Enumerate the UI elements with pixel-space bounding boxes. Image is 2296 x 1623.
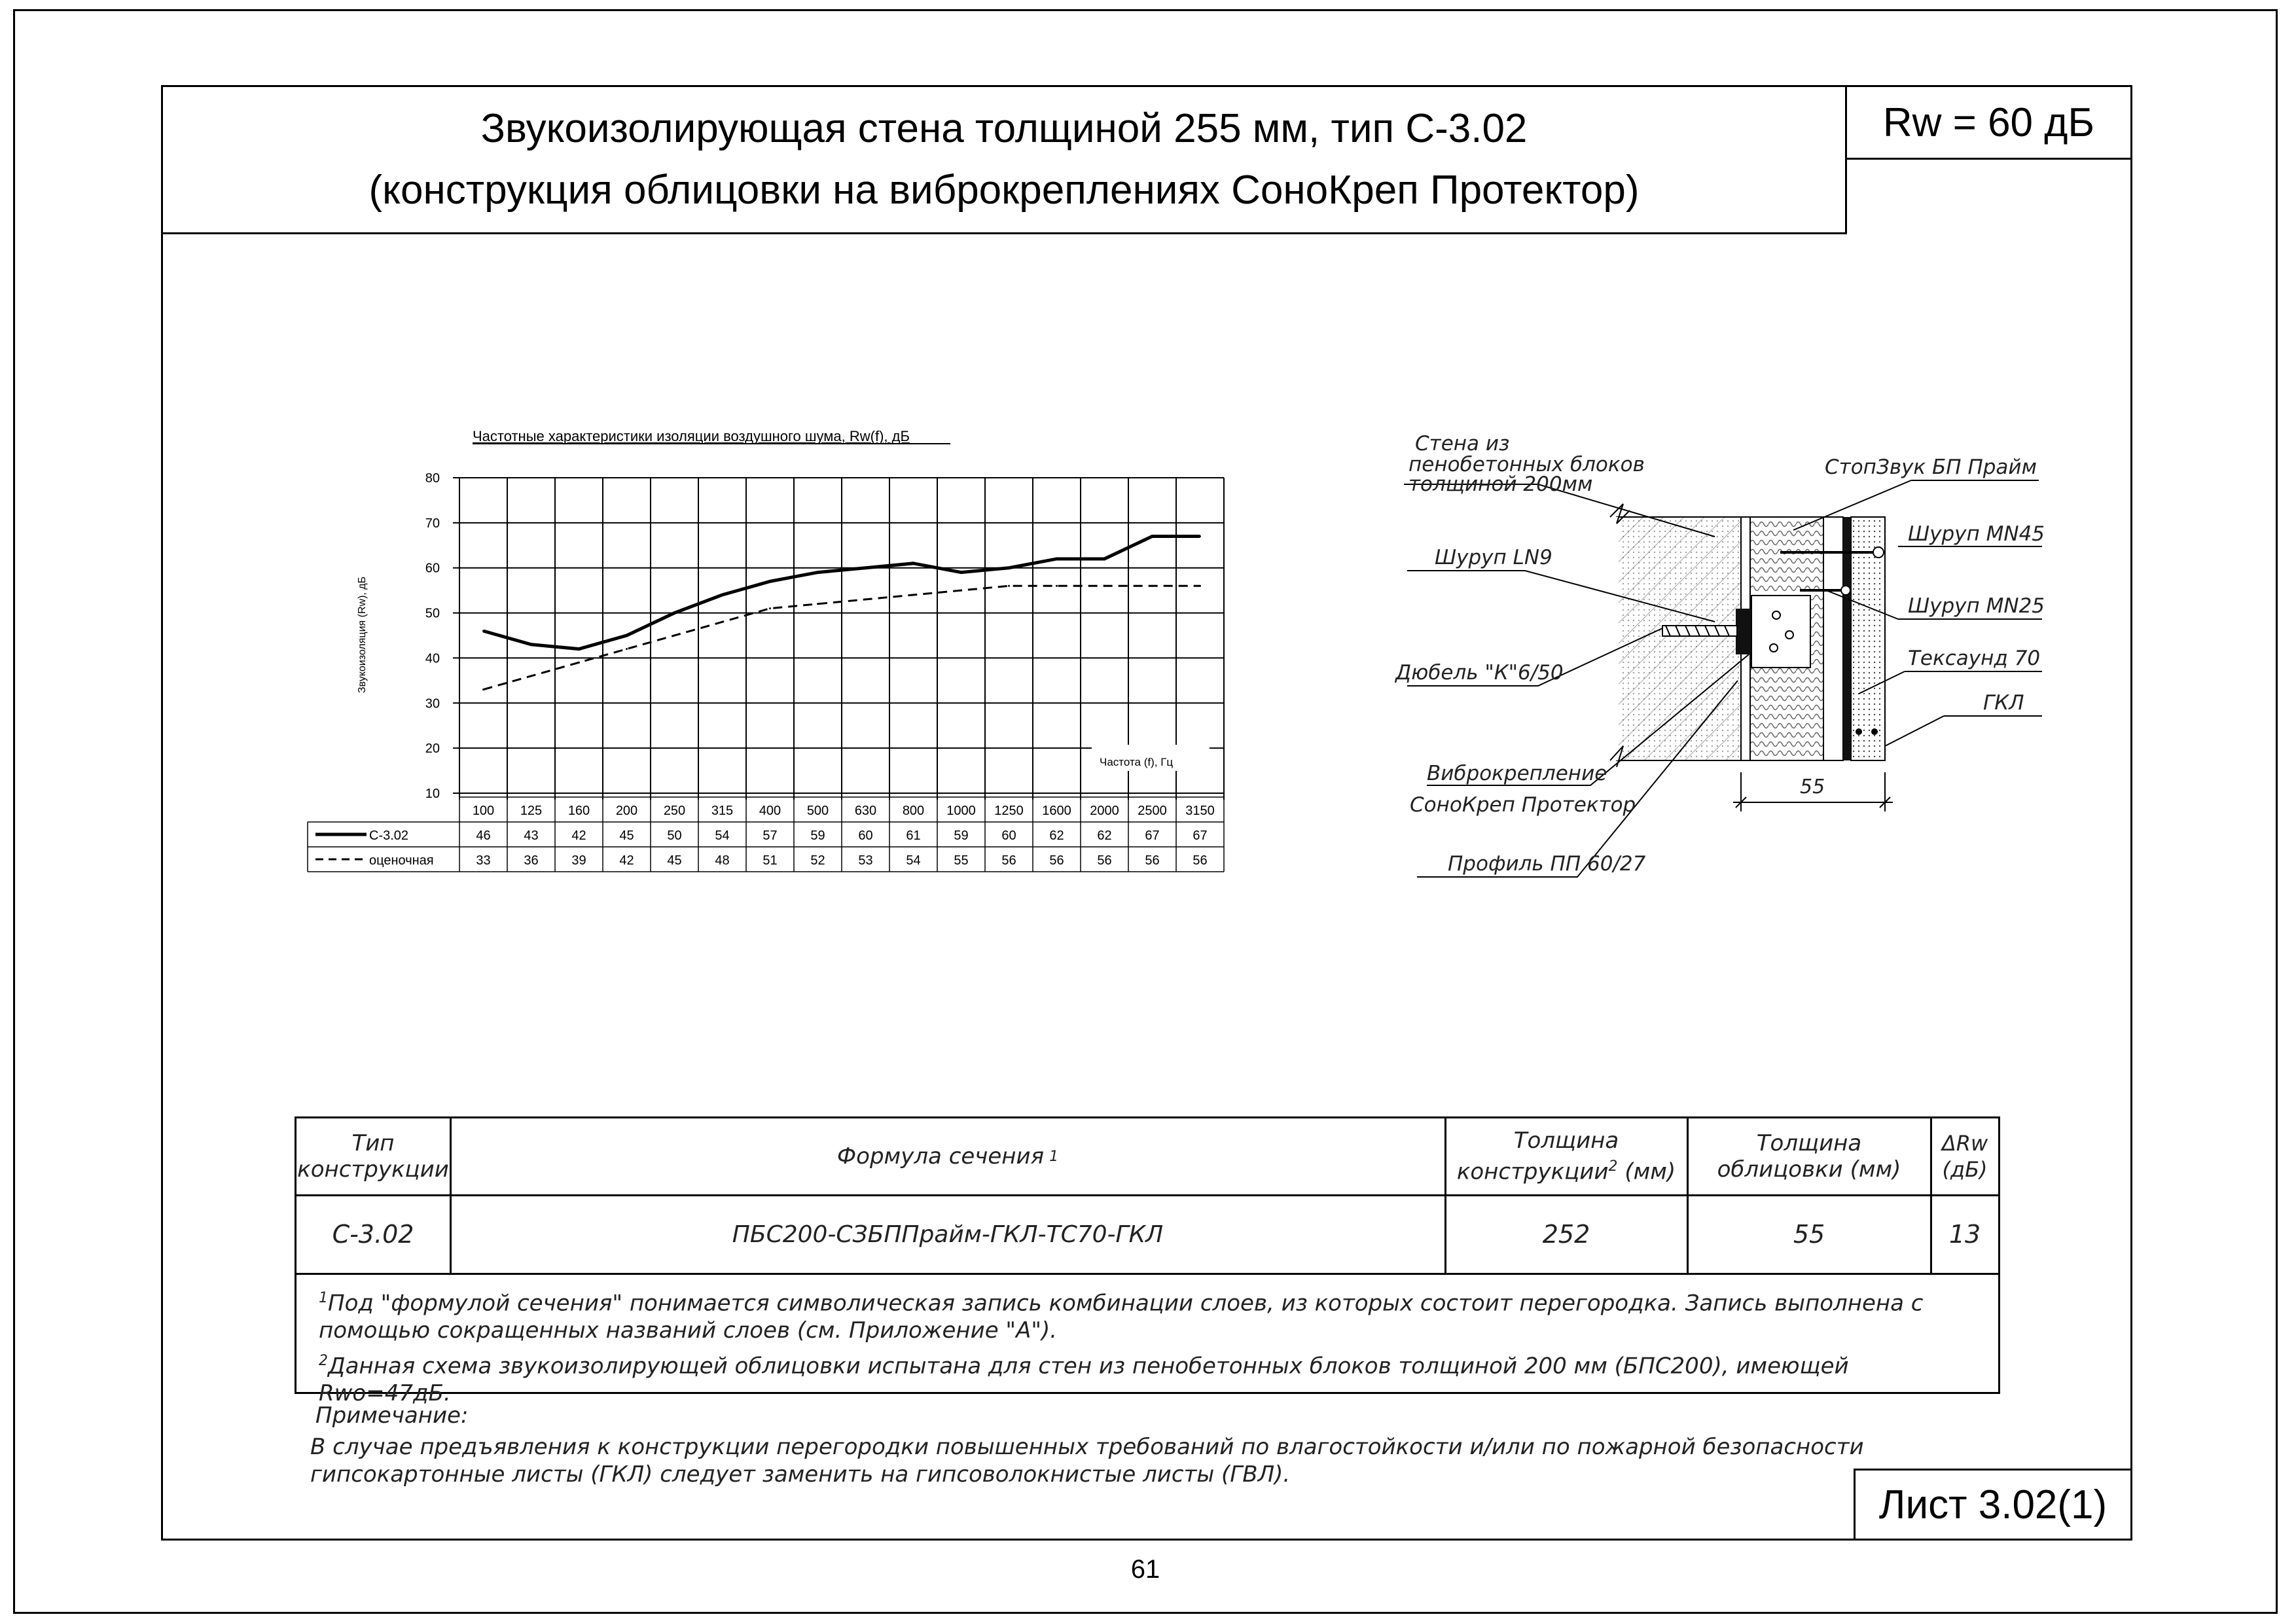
series-1-point — [721, 594, 723, 596]
footnote-2-marker: 2 — [319, 1353, 328, 1369]
series-2-point — [1151, 585, 1153, 587]
page-number: 61 — [1130, 1555, 1160, 1584]
cell-formula: ПБС200-СЗБППрайм-ГКЛ-ТС70-ГКЛ — [732, 1221, 1164, 1248]
x-tick-label: 100 — [472, 804, 495, 818]
dimension-55 — [1733, 772, 1893, 812]
data-label: 54 — [715, 829, 730, 843]
x-tick-label: 400 — [759, 804, 781, 818]
label-profile: Профиль ПП 60/27 — [1448, 852, 1646, 876]
y-tick-label: 50 — [425, 606, 440, 621]
series-2-point — [578, 662, 580, 664]
footnote-1-marker: 1 — [319, 1290, 328, 1306]
series-2-point — [1199, 585, 1201, 587]
label-texaund: Тексаунд 70 — [1908, 647, 2041, 670]
series-1-point — [769, 580, 771, 582]
series-2-point — [626, 648, 628, 650]
header-type — [296, 1118, 450, 1194]
data-label: 52 — [810, 853, 825, 868]
data-label: 60 — [858, 829, 873, 843]
label-screw-mn25: Шуруп MN25 — [1908, 594, 2045, 618]
chart-data-table — [308, 797, 1224, 872]
series-2-point — [1103, 585, 1105, 587]
data-label: 46 — [476, 829, 491, 843]
x-tick-label: 1600 — [1042, 804, 1071, 818]
header-thickness-line-2 — [1457, 1154, 1676, 1185]
data-label: 36 — [524, 853, 539, 868]
series-2-point — [673, 635, 675, 637]
label-wall-3: толщиной 200мм — [1408, 473, 1593, 496]
header-delta-rw-line-2: (дБ) — [1942, 1157, 1988, 1182]
label-gkl: ГКЛ — [1983, 691, 2024, 715]
sheet-number: Лист 3.02(1) — [1854, 1469, 2132, 1541]
data-label: 62 — [1049, 829, 1064, 843]
x-tick-label: 315 — [711, 804, 734, 818]
data-label: 54 — [906, 853, 921, 868]
title-block — [161, 85, 1847, 234]
x-tick-label: 160 — [567, 804, 590, 818]
note-heading: Примечание: — [315, 1402, 469, 1429]
footnote-1-text: Под "формулой сечения" понимается символическая запись комбинации слоев, из которых состоит перегородка. Запись выполнена с помощью сокращенных названий слоев (см. Приложение "А"). — [319, 1290, 1924, 1344]
label-wall-1: Стена из — [1415, 432, 1510, 455]
series-2-point — [960, 590, 962, 592]
footnote-2 — [319, 1347, 1981, 1407]
series-2-point — [482, 688, 484, 690]
data-label: 45 — [619, 829, 634, 843]
data-label: 42 — [571, 829, 586, 843]
header-type-line-1: Тип — [351, 1130, 395, 1156]
header-thickness — [1446, 1118, 1687, 1194]
label-vibro-1: Виброкрепление — [1427, 762, 1607, 785]
x-tick-label: 1000 — [946, 804, 976, 818]
wall-section-drawing — [1374, 419, 2068, 890]
dowel-icon — [1662, 626, 1737, 636]
rating-box: Rw = 60 дБ — [1845, 85, 2132, 160]
label-stopzvuk: СтопЗвук БП Прайм — [1825, 455, 2037, 479]
x-tick-label: 1250 — [994, 804, 1024, 818]
header-thickness-word: конструкции — [1456, 1158, 1609, 1185]
series-1-point — [530, 643, 532, 645]
x-tick-label: 2500 — [1138, 804, 1167, 818]
data-label: 56 — [1097, 853, 1112, 868]
label-screw-mn45: Шуруп MN45 — [1908, 522, 2045, 546]
data-label: 33 — [476, 853, 491, 868]
data-label: 45 — [667, 853, 682, 868]
series-1-point — [1056, 558, 1058, 560]
data-label: 39 — [571, 853, 586, 868]
series-1-point — [1103, 558, 1105, 560]
y-tick-label: 40 — [425, 651, 440, 666]
data-label: 61 — [906, 829, 921, 843]
frequency-chart — [288, 419, 1244, 877]
data-label: 51 — [762, 853, 778, 868]
header-facing-line-1: Толщина — [1756, 1130, 1862, 1156]
data-label: 48 — [715, 853, 730, 868]
footnote-2-text: Данная схема звукоизолирующей облицовки испытана для стен из пенобетонных блоков толщиной 200 мм (БПС200), имеющей Rwo=47дБ. — [319, 1353, 1849, 1407]
cell-facing: 55 — [1793, 1220, 1825, 1249]
label-vibro-2: СоноКреп Протектор — [1410, 793, 1636, 817]
header-facing — [1688, 1118, 1930, 1194]
data-label: 56 — [1145, 853, 1160, 868]
series-2-point — [817, 603, 819, 605]
chart-y-ticks — [425, 471, 440, 801]
x-tick-label: 200 — [615, 804, 638, 818]
series-1-point — [960, 571, 962, 573]
legend-label-1: С-3.02 — [369, 829, 409, 843]
series-2-point — [721, 621, 723, 623]
label-screw-ln9: Шуруп LN9 — [1435, 546, 1552, 569]
x-tick-label: 630 — [854, 804, 877, 818]
header-thickness-sup: 2 — [1608, 1158, 1618, 1175]
data-label: 57 — [762, 829, 778, 843]
y-tick-label: 20 — [425, 741, 440, 757]
series-2-point — [1056, 585, 1058, 587]
series-1-point — [817, 571, 819, 573]
chart-y-label: Звукоизоляция (Rw), дБ — [357, 576, 368, 694]
series-1-point — [1008, 567, 1010, 569]
cell-delta-rw: 13 — [1948, 1220, 1981, 1249]
x-tick-label: 250 — [663, 804, 686, 818]
data-label: 50 — [667, 829, 682, 843]
data-label: 56 — [1049, 853, 1064, 868]
x-tick-label: 2000 — [1090, 804, 1119, 818]
series-2-point — [1008, 585, 1010, 587]
series-2-point — [865, 598, 867, 600]
header-formula-sup: 1 — [1049, 1148, 1059, 1165]
x-tick-label: 800 — [902, 804, 925, 818]
series-2-point — [530, 675, 532, 677]
dimension-value: 55 — [1800, 776, 1825, 798]
label-wall-2: пенобетонных блоков — [1408, 453, 1645, 476]
title-line-2: (конструкция облицовки на виброкреплениях СоноКреп Протектор) — [368, 168, 1640, 213]
footnote-1 — [319, 1285, 1981, 1344]
x-tick-label: 3150 — [1185, 804, 1215, 818]
header-formula-label: Формула сечения — [836, 1143, 1045, 1169]
header-delta-rw-line-1: ΔRw — [1941, 1131, 1988, 1156]
data-label: 60 — [1001, 829, 1016, 843]
x-tick-label: 500 — [806, 804, 829, 818]
series-2-point — [769, 607, 771, 609]
y-tick-label: 80 — [425, 471, 440, 486]
y-tick-label: 70 — [425, 516, 440, 531]
label-dowel: Дюбель "К"6/50 — [1395, 661, 1564, 685]
chart-x-label: Частота (f), Гц — [1100, 756, 1174, 768]
header-facing-line-2: облицовки (мм) — [1717, 1156, 1901, 1183]
header-formula — [451, 1118, 1444, 1194]
data-label: 42 — [619, 853, 634, 868]
specification-table — [295, 1116, 2000, 1407]
series-1-point — [482, 630, 484, 632]
series-1-point — [626, 635, 628, 637]
note-text: В случае предъявления к конструкции перегородки повышенных требований по влагостойкости и/или по пожарной безопасности гипсокартонные листы (ГКЛ) следует заменить на гипсоволокнистые листы (ГВЛ). — [310, 1434, 1864, 1488]
title-line-1: Звукоизолирующая стена толщиной 255 мм, тип С-3.02 — [480, 106, 1528, 151]
x-tick-label: 125 — [520, 804, 543, 818]
header-thickness-unit: (мм) — [1624, 1158, 1676, 1185]
header-thickness-line-1: Толщина — [1513, 1128, 1619, 1154]
data-label: 62 — [1097, 829, 1112, 843]
chart-title: Частотные характеристики изоляции воздушного шума, Rw(f), дБ — [473, 428, 910, 444]
data-label: 53 — [858, 853, 873, 868]
series-1-point — [578, 648, 580, 650]
data-label: 56 — [1193, 853, 1208, 868]
series-1-point — [1199, 535, 1201, 537]
header-delta-rw — [1931, 1118, 1998, 1194]
data-label: 67 — [1193, 829, 1208, 843]
series-1-point — [1151, 535, 1153, 537]
series-1-point — [912, 562, 914, 564]
y-tick-label: 30 — [425, 696, 440, 711]
data-label: 67 — [1145, 829, 1160, 843]
cell-thickness: 252 — [1542, 1220, 1590, 1249]
y-tick-label: 10 — [425, 787, 440, 801]
data-label: 55 — [954, 853, 969, 868]
header-type-line-2: конструкции — [297, 1156, 449, 1183]
series-1-point — [865, 567, 867, 569]
cell-type: С-3.02 — [332, 1220, 414, 1249]
data-label: 43 — [524, 829, 539, 843]
data-label: 59 — [810, 829, 825, 843]
legend-label-2: оценочная — [369, 853, 434, 868]
data-label: 56 — [1001, 853, 1016, 868]
y-tick-label: 60 — [425, 561, 440, 576]
series-2-point — [912, 594, 914, 596]
series-1-point — [673, 612, 675, 614]
data-label: 59 — [954, 829, 969, 843]
